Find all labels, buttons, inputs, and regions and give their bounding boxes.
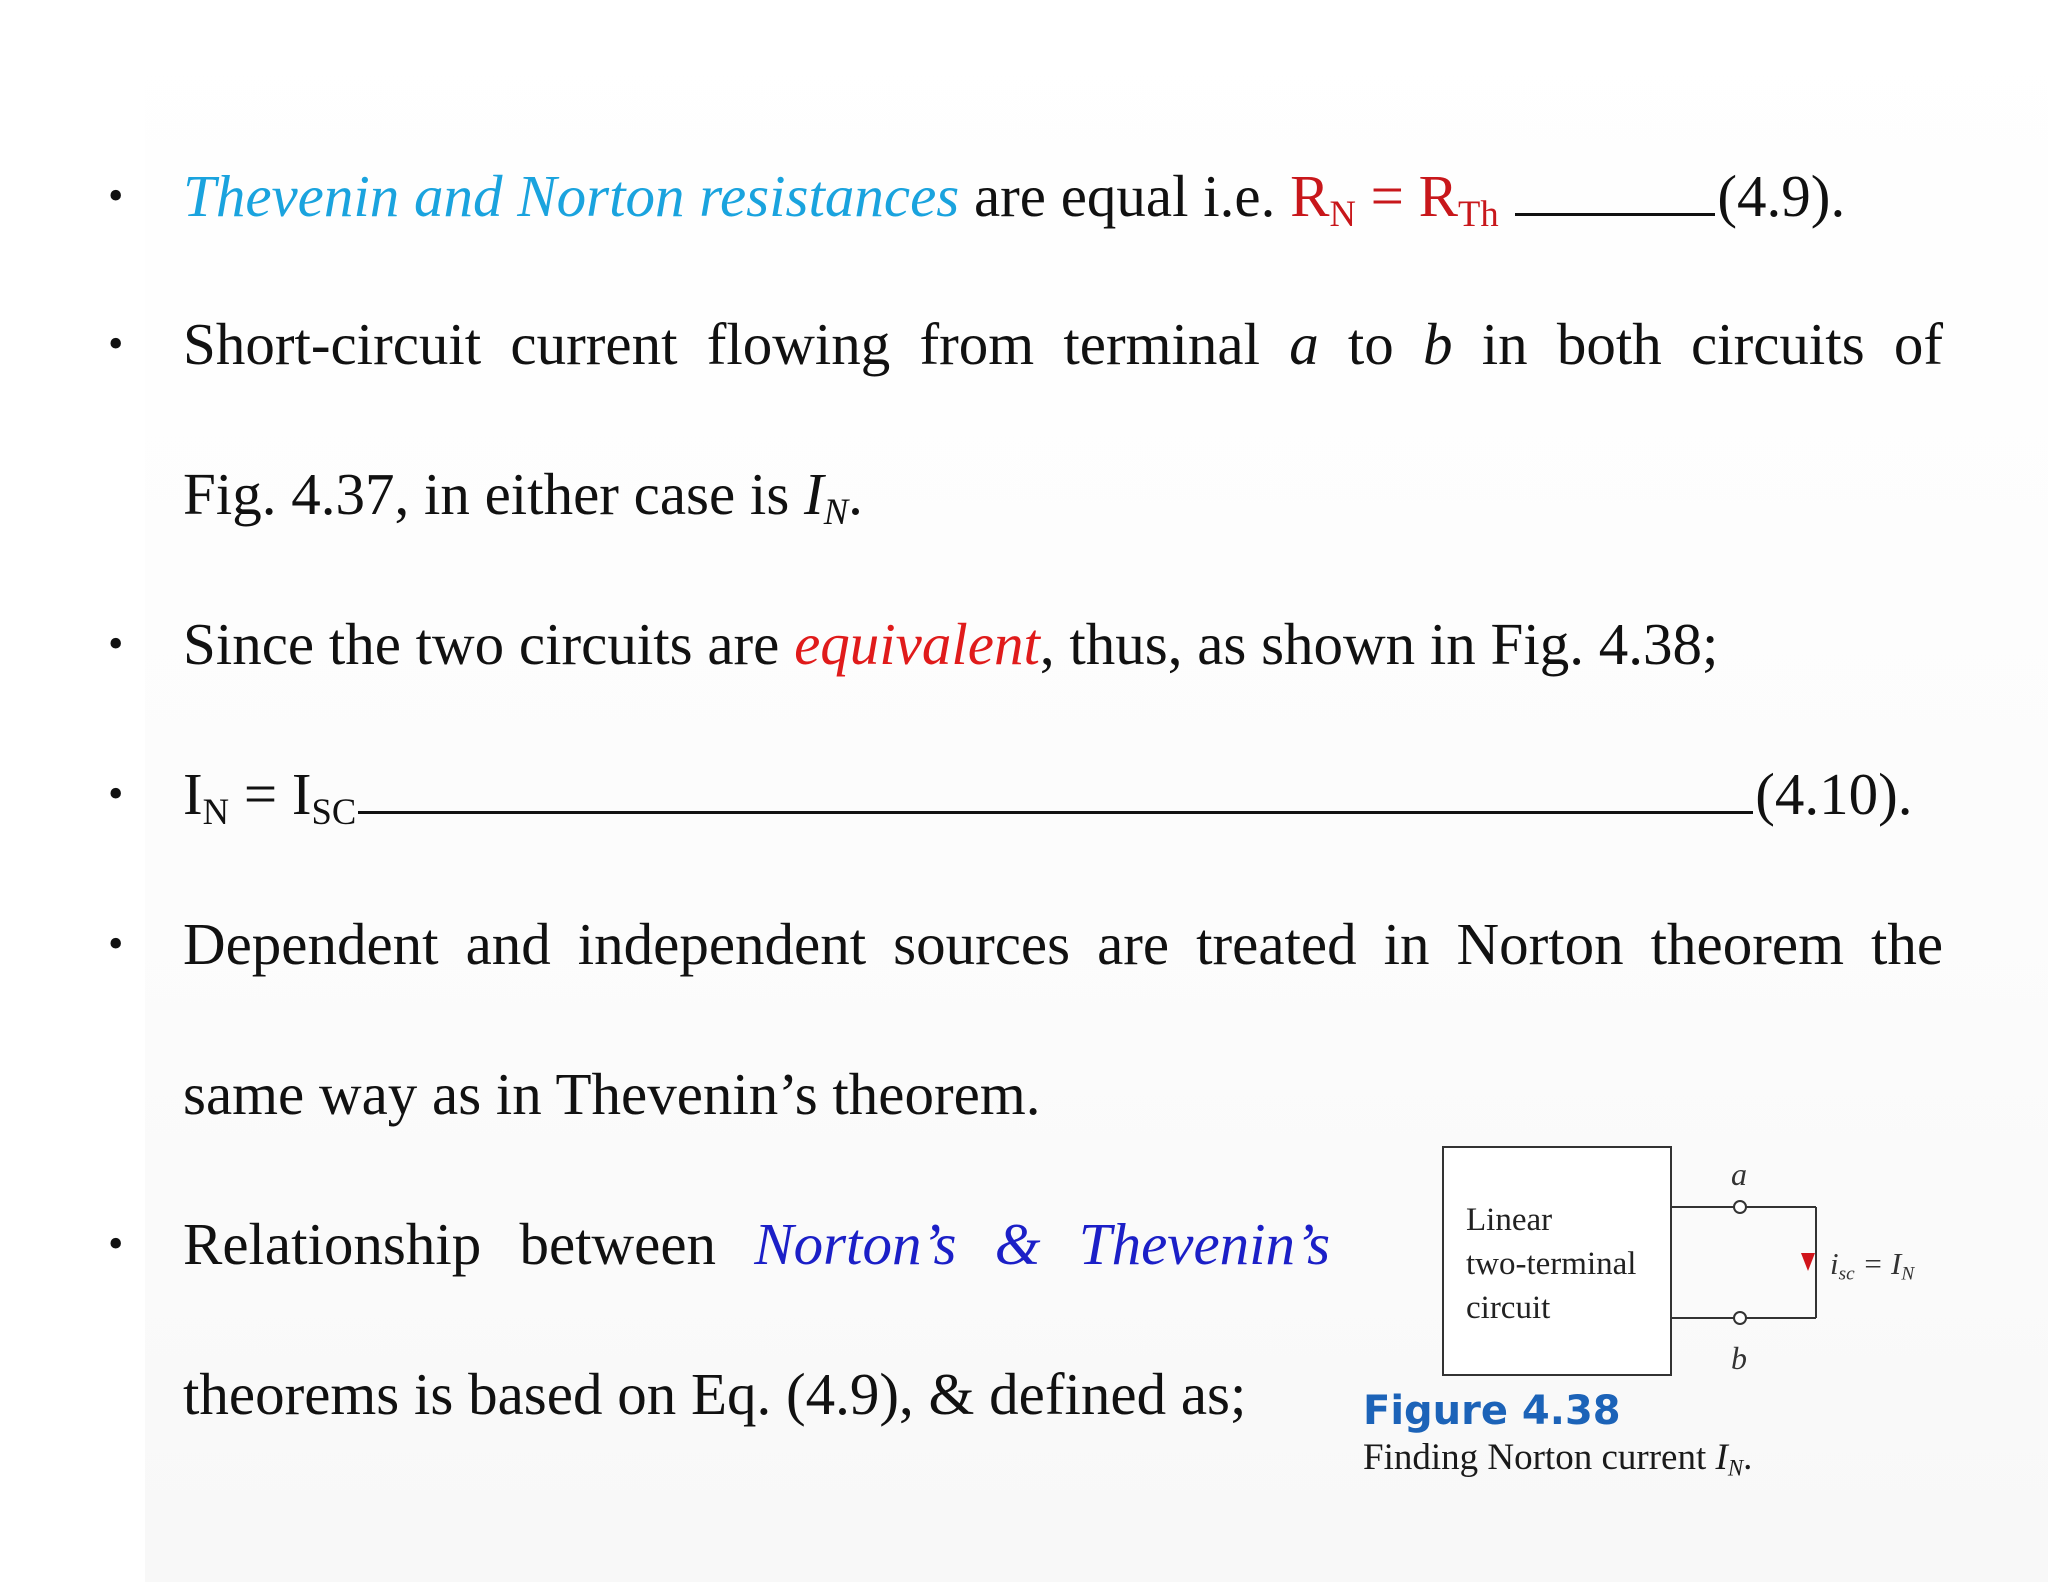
bullet-marker: • [108, 319, 124, 368]
short-circuit-line-1: Short-circuit current flowing from terminal a to b in both circuits of [183, 311, 1944, 377]
bullet-marker: • [108, 619, 124, 668]
blank-line [1515, 169, 1715, 216]
symbol-rth: $R_{Th}$ [1418, 163, 1499, 235]
current-arrow-icon [1801, 1253, 1815, 1271]
current-label: $i_{sc} = I_N$ [1830, 1246, 1915, 1285]
bullet-marker: • [108, 769, 124, 818]
box-label-line-2: two-terminal [1466, 1246, 1637, 1282]
plain-text: are equal i.e. [959, 163, 1291, 229]
equation-number: (4.10). [1755, 761, 1913, 827]
terminal-b-label: b [1731, 1340, 1747, 1376]
terminal-a-node [1734, 1201, 1746, 1213]
symbol-rn: $R_N$ [1290, 163, 1356, 235]
emphasis-equivalent: equivalent [794, 611, 1040, 677]
box-label-line-3: circuit [1466, 1290, 1551, 1326]
symbol-in: $I_N$ [183, 761, 230, 833]
blank-line [358, 767, 1753, 814]
symbol-isc: $I_{SC}$ [291, 761, 357, 833]
dependent-line-1: Dependent and independent sources are treated in Norton theorem the [183, 911, 1944, 977]
terminal-a-label: a [1731, 1156, 1747, 1192]
box-label-line-1: Linear [1466, 1202, 1553, 1238]
bullet-marker: • [108, 1219, 124, 1268]
equation-number: (4.9). [1717, 163, 1846, 229]
bullet-marker: • [108, 919, 124, 968]
bullet-text [183, 160, 1846, 235]
equals-sign: = [1355, 163, 1419, 229]
relationship-line-1: Relationship between Norton’s & Thevenin’s [183, 1211, 1331, 1277]
symbol-in: $I_N$ [804, 461, 849, 533]
figure-caption: Finding Norton current $I_N$. [1363, 1437, 1753, 1481]
terminal-b-node [1734, 1312, 1746, 1324]
figure-title: Figure 4.38 [1363, 1388, 1621, 1434]
emphasis-resistances: Thevenin and Norton resistances [183, 163, 960, 229]
bullet-marker: • [108, 171, 124, 220]
